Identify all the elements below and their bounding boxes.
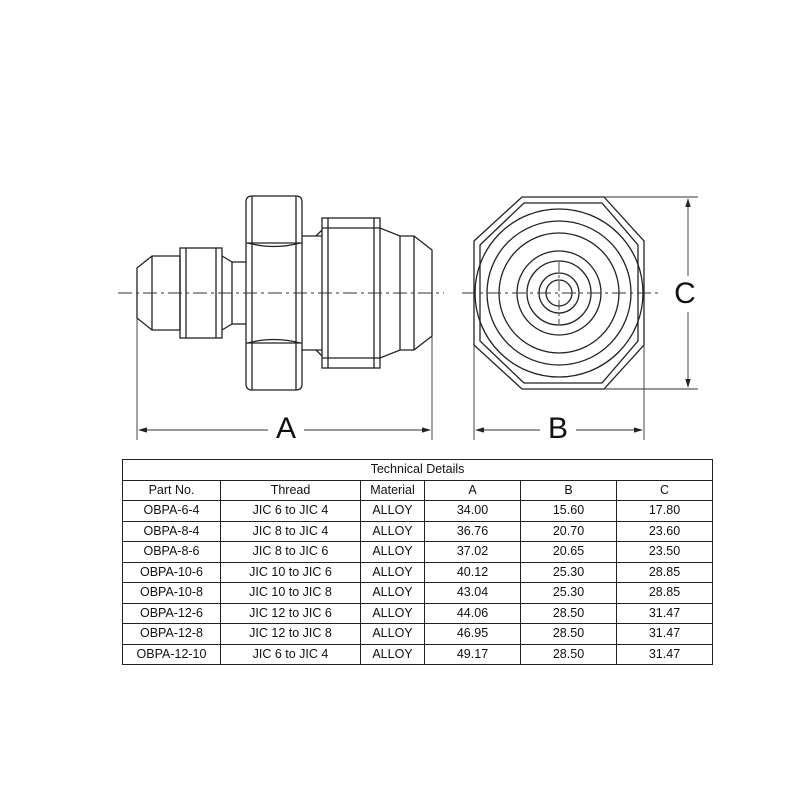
cell-part-no: OBPA-12-6 <box>123 603 221 624</box>
cell-material: ALLOY <box>361 542 425 563</box>
cell-b: 28.50 <box>521 603 617 624</box>
cell-part-no: OBPA-10-8 <box>123 583 221 604</box>
table-header-row <box>123 480 713 501</box>
cell-b: 28.50 <box>521 644 617 665</box>
dimension-a-label: A <box>275 411 297 445</box>
cell-part-no: OBPA-8-4 <box>123 521 221 542</box>
cell-c: 23.60 <box>617 521 713 542</box>
cell-a: 40.12 <box>425 562 521 583</box>
cell-material: ALLOY <box>361 624 425 645</box>
cell-b: 20.65 <box>521 542 617 563</box>
cell-c: 31.47 <box>617 603 713 624</box>
table-row <box>123 603 713 624</box>
cell-a: 36.76 <box>425 521 521 542</box>
dimension-c-label: C <box>674 276 696 310</box>
cell-c: 28.85 <box>617 583 713 604</box>
cell-a: 34.00 <box>425 501 521 522</box>
cell-b: 28.50 <box>521 624 617 645</box>
header-material: Material <box>361 480 425 501</box>
cell-c: 31.47 <box>617 624 713 645</box>
cell-c: 31.47 <box>617 644 713 665</box>
cell-thread: JIC 10 to JIC 6 <box>221 562 361 583</box>
cell-material: ALLOY <box>361 603 425 624</box>
cell-material: ALLOY <box>361 583 425 604</box>
cell-a: 46.95 <box>425 624 521 645</box>
table-row <box>123 583 713 604</box>
cell-part-no: OBPA-12-8 <box>123 624 221 645</box>
cell-a: 37.02 <box>425 542 521 563</box>
cell-c: 23.50 <box>617 542 713 563</box>
table-row <box>123 501 713 522</box>
cell-b: 15.60 <box>521 501 617 522</box>
cell-material: ALLOY <box>361 501 425 522</box>
table-title: Technical Details <box>123 460 713 481</box>
cell-a: 43.04 <box>425 583 521 604</box>
table-row <box>123 562 713 583</box>
cell-part-no: OBPA-12-10 <box>123 644 221 665</box>
cell-b: 25.30 <box>521 562 617 583</box>
cell-a: 49.17 <box>425 644 521 665</box>
table-row <box>123 521 713 542</box>
cell-thread: JIC 8 to JIC 6 <box>221 542 361 563</box>
dimension-b-label: B <box>547 411 569 445</box>
header-c: C <box>617 480 713 501</box>
cell-part-no: OBPA-10-6 <box>123 562 221 583</box>
table-row <box>123 624 713 645</box>
header-a: A <box>425 480 521 501</box>
cell-b: 25.30 <box>521 583 617 604</box>
technical-details-table <box>122 459 713 665</box>
cell-c: 28.85 <box>617 562 713 583</box>
cell-c: 17.80 <box>617 501 713 522</box>
cell-material: ALLOY <box>361 562 425 583</box>
table-row <box>123 542 713 563</box>
header-thread: Thread <box>221 480 361 501</box>
cell-thread: JIC 10 to JIC 8 <box>221 583 361 604</box>
cell-b: 20.70 <box>521 521 617 542</box>
header-part-no: Part No. <box>123 480 221 501</box>
cell-material: ALLOY <box>361 521 425 542</box>
cell-thread: JIC 12 to JIC 8 <box>221 624 361 645</box>
cell-thread: JIC 6 to JIC 4 <box>221 644 361 665</box>
table-row <box>123 644 713 665</box>
cell-part-no: OBPA-6-4 <box>123 501 221 522</box>
cell-thread: JIC 8 to JIC 4 <box>221 521 361 542</box>
cell-material: ALLOY <box>361 644 425 665</box>
cell-thread: JIC 6 to JIC 4 <box>221 501 361 522</box>
cell-a: 44.06 <box>425 603 521 624</box>
header-b: B <box>521 480 617 501</box>
cell-thread: JIC 12 to JIC 6 <box>221 603 361 624</box>
cell-part-no: OBPA-8-6 <box>123 542 221 563</box>
